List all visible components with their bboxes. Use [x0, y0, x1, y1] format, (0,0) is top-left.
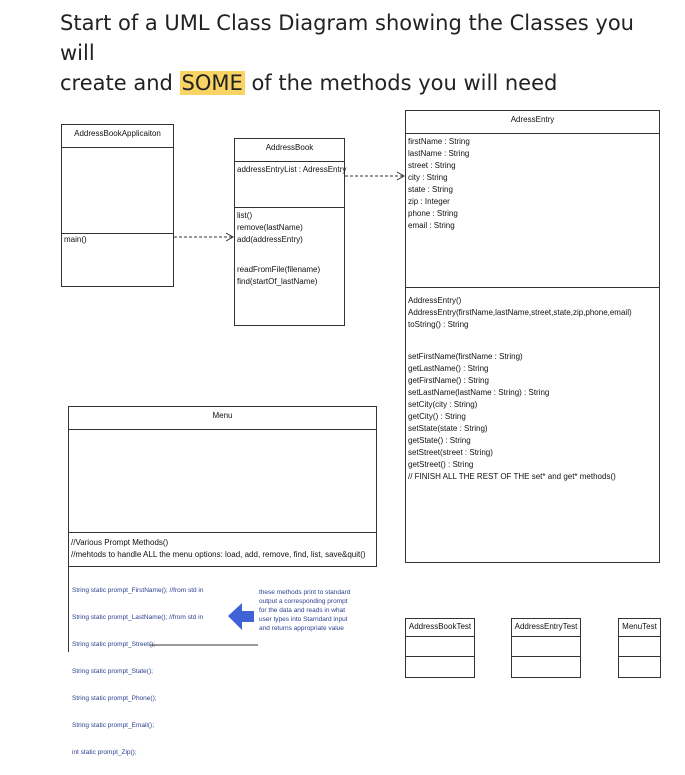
method: AddressEntry(firstName,lastName,street,state,zip,phone,email): [408, 308, 632, 317]
annotation-line: these methods print to standard: [259, 589, 351, 596]
attribute: zip : Integer: [408, 197, 450, 206]
attribute: phone : String: [408, 209, 458, 218]
method: setStreet(street : String): [408, 448, 493, 457]
method: getStreet() : String: [408, 460, 474, 469]
prompt-method: String static prompt_LastName(); //from std in: [72, 614, 204, 621]
class-name: AddressBook: [265, 143, 314, 152]
attribute: lastName : String: [408, 149, 470, 158]
heading-line-1: Start of a UML Class Diagram showing the Classes you will: [60, 11, 634, 65]
method: // FINISH ALL THE REST OF THE set* and get* methods(): [408, 472, 616, 481]
dependency-book-to-entry: [345, 172, 404, 180]
method: //mehtods to handle ALL the menu options: load, add, remove, find, list, save&quit(): [71, 550, 366, 559]
annotation-line: and returns appropriate value: [259, 625, 344, 632]
attribute: addressEntryList : AdressEntry: [237, 165, 347, 174]
prompt-method: String static prompt_FirstName(); //from std in: [72, 587, 204, 594]
attribute: state : String: [408, 185, 453, 194]
method-main: main(): [64, 235, 87, 244]
method: toString() : String: [408, 320, 469, 329]
prompt-method: String static prompt_Phone();: [72, 695, 157, 702]
method: AddressEntry(): [408, 296, 462, 305]
prompt-method: String static prompt_State();: [72, 668, 153, 675]
method: list(): [237, 211, 253, 220]
class-name: AddressBookApplicaiton: [74, 129, 161, 138]
attribute: street : String: [408, 161, 456, 170]
prompt-method: int static prompt_Zip();: [72, 749, 137, 756]
method: setState(state : String): [408, 424, 488, 433]
dependency-app-to-book: [174, 233, 233, 241]
method: setLastName(lastName : String) : String: [408, 388, 550, 397]
heading-highlight: SOME: [181, 71, 243, 95]
class-name: Menu: [212, 411, 233, 420]
method: getLastName() : String: [408, 364, 489, 373]
class-name: MenuTest: [622, 622, 657, 631]
heading-line-2-end: of the methods you will need: [244, 71, 558, 95]
left-arrow-icon: [228, 603, 254, 630]
annotation-line: output a corresponding prompt: [259, 598, 348, 605]
method: getState() : String: [408, 436, 471, 445]
attribute: firstName : String: [408, 137, 470, 146]
annotation-line: for the data and reads in what: [259, 607, 346, 614]
method: readFromFile(filename): [237, 265, 321, 274]
class-name: AddressEntryTest: [514, 622, 578, 631]
method: remove(lastName): [237, 223, 303, 232]
prompt-method: String static prompt_Street();: [72, 641, 156, 648]
method: setFirstName(firstName : String): [408, 352, 523, 361]
annotation-line: user types into Starndard input: [259, 616, 348, 623]
heading-line-2-start: create and: [60, 71, 180, 95]
method: find(startOf_lastName): [237, 277, 318, 286]
prompt-method: String static prompt_Email();: [72, 722, 154, 729]
attribute: email : String: [408, 221, 455, 230]
attribute: city : String: [408, 173, 448, 182]
method: setCity(city : String): [408, 400, 478, 409]
class-name: AddressBookTest: [408, 622, 472, 631]
class-name: AdressEntry: [510, 115, 555, 124]
method: getCity() : String: [408, 412, 466, 421]
method: getFirstName() : String: [408, 376, 489, 385]
method: add(addressEntry): [237, 235, 303, 244]
method: //Various Prompt Methods(): [71, 538, 169, 547]
